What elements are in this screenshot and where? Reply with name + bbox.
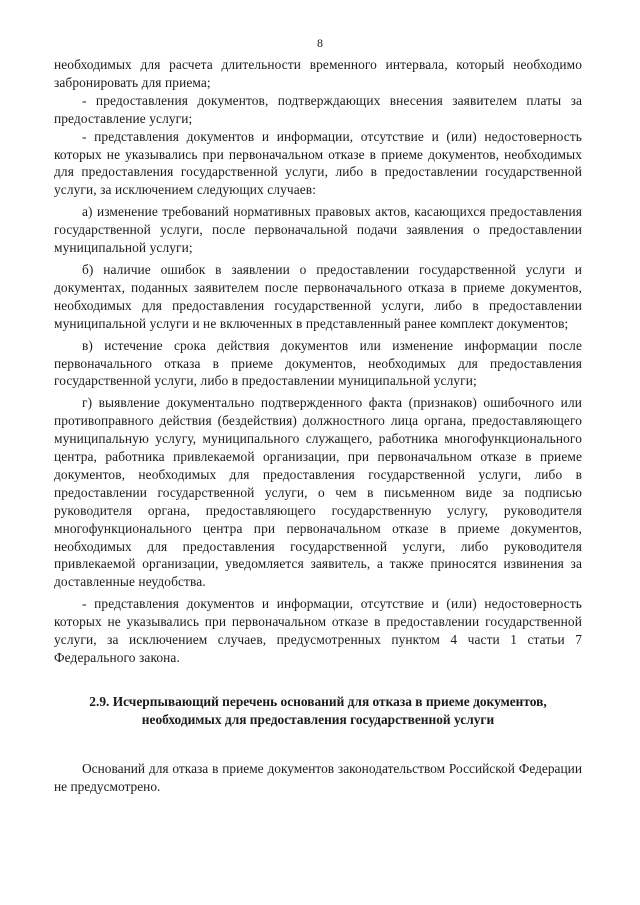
page-number: 8 — [317, 36, 323, 50]
paragraph-payment-documents: - предоставления документов, подтверждающих внесения заявителем платы за предоставление услуги; — [54, 92, 582, 126]
paragraph-documents-absence: - представления документов и информации, отсутствие и (или) недостоверность которых не указывались при первоначальном отказе в приеме документов, необходимых для предоставления государственной услуги, либо в предоставлении государственной услуги, за исключением следующих случаев: — [54, 128, 582, 198]
section-heading: 2.9. Исчерпывающий перечень оснований для отказа в приеме документов, необходимых для предоставления государственной услуги — [89, 694, 547, 727]
paragraph-item-v: в) истечение срока действия документов или изменение информации после первоначального отказа в приеме документов, необходимых для предоставления государственной услуги, либо в предоставлении муниципальной услуги; — [54, 337, 582, 389]
paragraph-item-b: б) наличие ошибок в заявлении о предоставлении государственной услуги и документах, поданных заявителем после первоначального отказа в приеме документов, необходимых для предоставления государственной услуги, либо в предоставлении муниципальной услуги и не включенных в представленный ранее комплект документов; — [54, 261, 582, 331]
paragraph-no-grounds: Оснований для отказа в приеме документов законодательством Российской Федерации не предусмотрено. — [54, 761, 582, 794]
paragraph-documents-reference: - представления документов и информации, отсутствие и (или) недостоверность которых не указывались при первоначальном отказе в предоставлении государственной услуги, за исключением случаев, предусмотренных пунктом 4 части 1 статьи 7 Федерального закона. — [54, 596, 582, 665]
paragraph-item-a: а) изменение требований нормативных правовых актов, касающихся предоставления государственной услуги, после первоначальной подачи заявления о предоставлении муниципальной услуги; — [54, 204, 582, 256]
paragraph-continuation: необходимых для расчета длительности временного интервала, который необходимо забронировать для приема; — [54, 57, 582, 90]
paragraph-item-g: г) выявление документально подтвержденного факта (признаков) ошибочного или противоправного действия (бездействия) должностного лица органа, предоставляющего муниципальную услугу, муниципального служащего, работника многофункционального центра, работника привлекаемой организации, при первоначальном отказе в приеме документов, необходимых для предоставления государственной услуги, либо в предоставлении государственной услуги, о чем в письменном виде за подписью руководителя органа, предоставляющего государственную услугу, руководителя многофункционального центра при первоначальном отказе в приеме документов, необходимых для предоставления государственной услуги, либо руководителя привлекаемой организации, уведомляется заявитель, а также приносятся извинения за доставленные неудобства. — [54, 395, 582, 590]
document-body — [54, 56, 582, 667]
